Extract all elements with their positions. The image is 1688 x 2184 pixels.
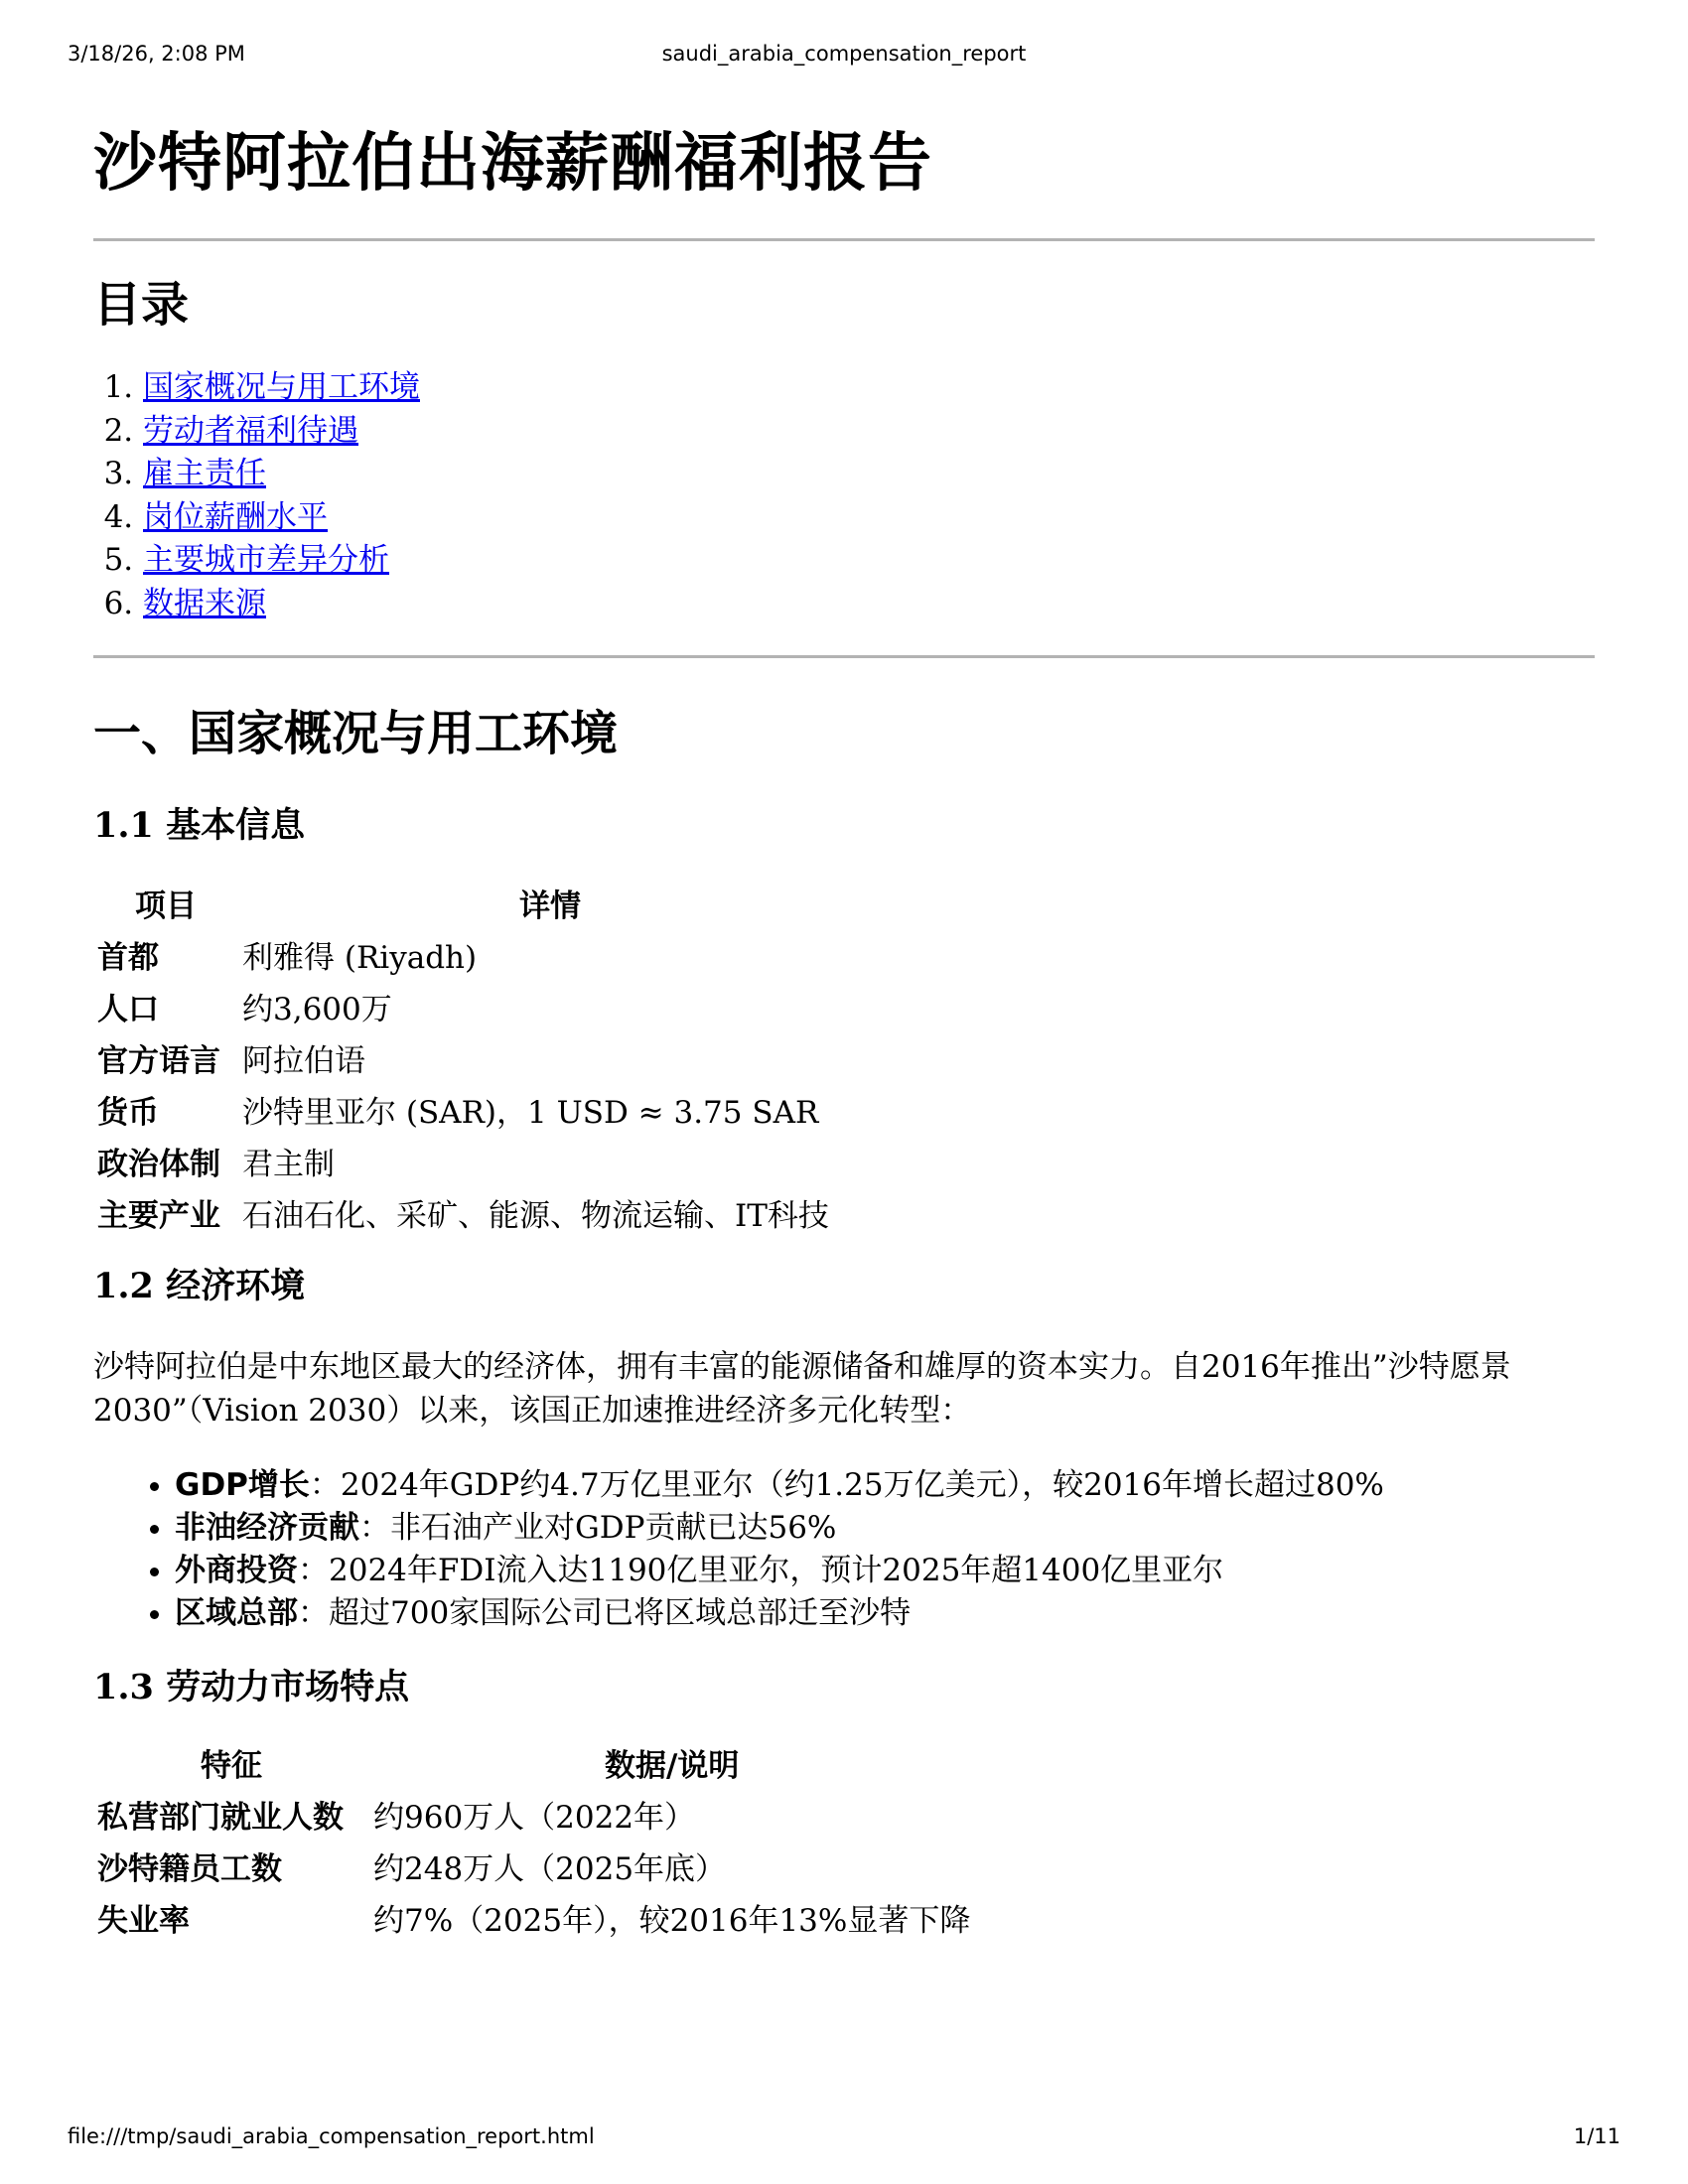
- document-content: [93, 119, 1595, 1943]
- row-key: 人口: [97, 991, 159, 1027]
- print-doc-title: saudi_arabia_compensation_report: [661, 42, 1027, 66]
- table-row: [93, 1135, 862, 1186]
- row-key: 政治体制: [97, 1146, 220, 1182]
- list-item: [175, 1592, 1595, 1635]
- print-header: [68, 42, 1620, 71]
- table-row: [93, 928, 862, 980]
- print-date: 3/18/26, 2:08 PM: [68, 42, 245, 66]
- bullet-label: 外商投资: [175, 1553, 298, 1588]
- row-value: 君主制: [242, 1146, 335, 1182]
- page-title: 沙特阿拉伯出海薪酬福利报告: [93, 127, 932, 201]
- bullet-text: ：非石油产业对GDP贡献已达56%: [359, 1510, 837, 1546]
- toc-heading: 目录: [93, 277, 190, 333]
- toc-link-sources[interactable]: 数据来源: [143, 585, 266, 621]
- economy-bullets: [93, 1464, 1595, 1635]
- table-row: [93, 1891, 974, 1943]
- table-row: [93, 1083, 862, 1135]
- toc-link-salary[interactable]: 岗位薪酬水平: [143, 498, 328, 535]
- table-header-row: [93, 877, 862, 928]
- bullet-label: GDP增长: [175, 1467, 310, 1503]
- row-key: 官方语言: [97, 1042, 220, 1079]
- row-value: 约7%（2025年），较2016年13%显著下降: [373, 1902, 971, 1939]
- basic-info-heading: 1.1 基本信息: [93, 805, 306, 846]
- bullet-label: 区域总部: [175, 1595, 298, 1631]
- basic-info-table: [93, 877, 862, 1238]
- labor-market-heading: 1.3 劳动力市场特点: [93, 1667, 410, 1707]
- divider: [93, 655, 1595, 658]
- print-file-url: file:///tmp/saudi_arabia_compensation_report.html: [68, 2124, 595, 2148]
- table-row: [93, 1788, 974, 1840]
- labor-market-table: [93, 1736, 974, 1943]
- row-value: 沙特里亚尔 (SAR)，1 USD ≈ 3.75 SAR: [242, 1094, 819, 1131]
- toc-item: [143, 366, 1595, 410]
- row-key: 货币: [97, 1094, 159, 1131]
- row-key: 沙特籍员工数: [97, 1850, 282, 1887]
- row-value: 约248万人（2025年底）: [373, 1850, 727, 1887]
- toc-link-benefits[interactable]: 劳动者福利待遇: [143, 412, 358, 449]
- row-value: 阿拉伯语: [242, 1042, 365, 1079]
- table-header: 项目: [135, 887, 197, 924]
- bullet-label: 非油经济贡献: [175, 1510, 359, 1546]
- row-key: 失业率: [97, 1902, 190, 1939]
- bullet-text: ：2024年FDI流入达1190亿里亚尔，预计2025年超1400亿里亚尔: [298, 1553, 1224, 1588]
- row-key: 主要产业: [97, 1197, 220, 1234]
- table-header-row: [93, 1736, 974, 1788]
- toc-link-employer[interactable]: 雇主责任: [143, 456, 266, 491]
- toc-link-overview[interactable]: 国家概况与用工环境: [143, 369, 420, 405]
- table-row: [93, 1186, 862, 1238]
- toc-item: [143, 496, 1595, 540]
- print-footer: [68, 2124, 1620, 2154]
- toc-item: [143, 583, 1595, 626]
- list-item: [175, 1507, 1595, 1550]
- table-row: [93, 1840, 974, 1891]
- divider: [93, 238, 1595, 241]
- economy-heading: 1.2 经济环境: [93, 1266, 306, 1306]
- page-number: 1/11: [1573, 2124, 1620, 2148]
- section1-heading: 一、国家概况与用工环境: [93, 706, 619, 761]
- toc-item: [143, 410, 1595, 454]
- table-row: [93, 1031, 862, 1083]
- row-value: 约960万人（2022年）: [373, 1799, 696, 1836]
- table-header: 特征: [201, 1747, 262, 1784]
- table-row: [93, 980, 862, 1031]
- row-key: 私营部门就业人数: [97, 1799, 344, 1836]
- toc-list: [93, 366, 1595, 625]
- row-value: 利雅得 (Riyadh): [242, 939, 478, 976]
- bullet-text: ：超过700家国际公司已将区域总部迁至沙特: [298, 1595, 912, 1631]
- list-item: [175, 1550, 1595, 1592]
- toc-item: [143, 453, 1595, 496]
- table-header: 详情: [519, 887, 581, 924]
- row-value: 约3,600万: [242, 991, 392, 1027]
- row-value: 石油石化、采矿、能源、物流运输、IT科技: [242, 1197, 829, 1234]
- table-header: 数据/说明: [605, 1747, 740, 1784]
- bullet-text: ：2024年GDP约4.7万亿里亚尔（约1.25万亿美元），较2016年增长超过80%: [309, 1467, 1384, 1503]
- toc-link-cities[interactable]: 主要城市差异分析: [143, 542, 389, 578]
- economy-paragraph: 沙特阿拉伯是中东地区最大的经济体，拥有丰富的能源储备和雄厚的资本实力。自2016年推出”沙特愿景2030”（Vision 2030）以来，该国正加速推进经济多元化转型：: [93, 1349, 1511, 1429]
- toc-item: [143, 539, 1595, 583]
- row-key: 首都: [97, 939, 159, 976]
- list-item: [175, 1464, 1595, 1507]
